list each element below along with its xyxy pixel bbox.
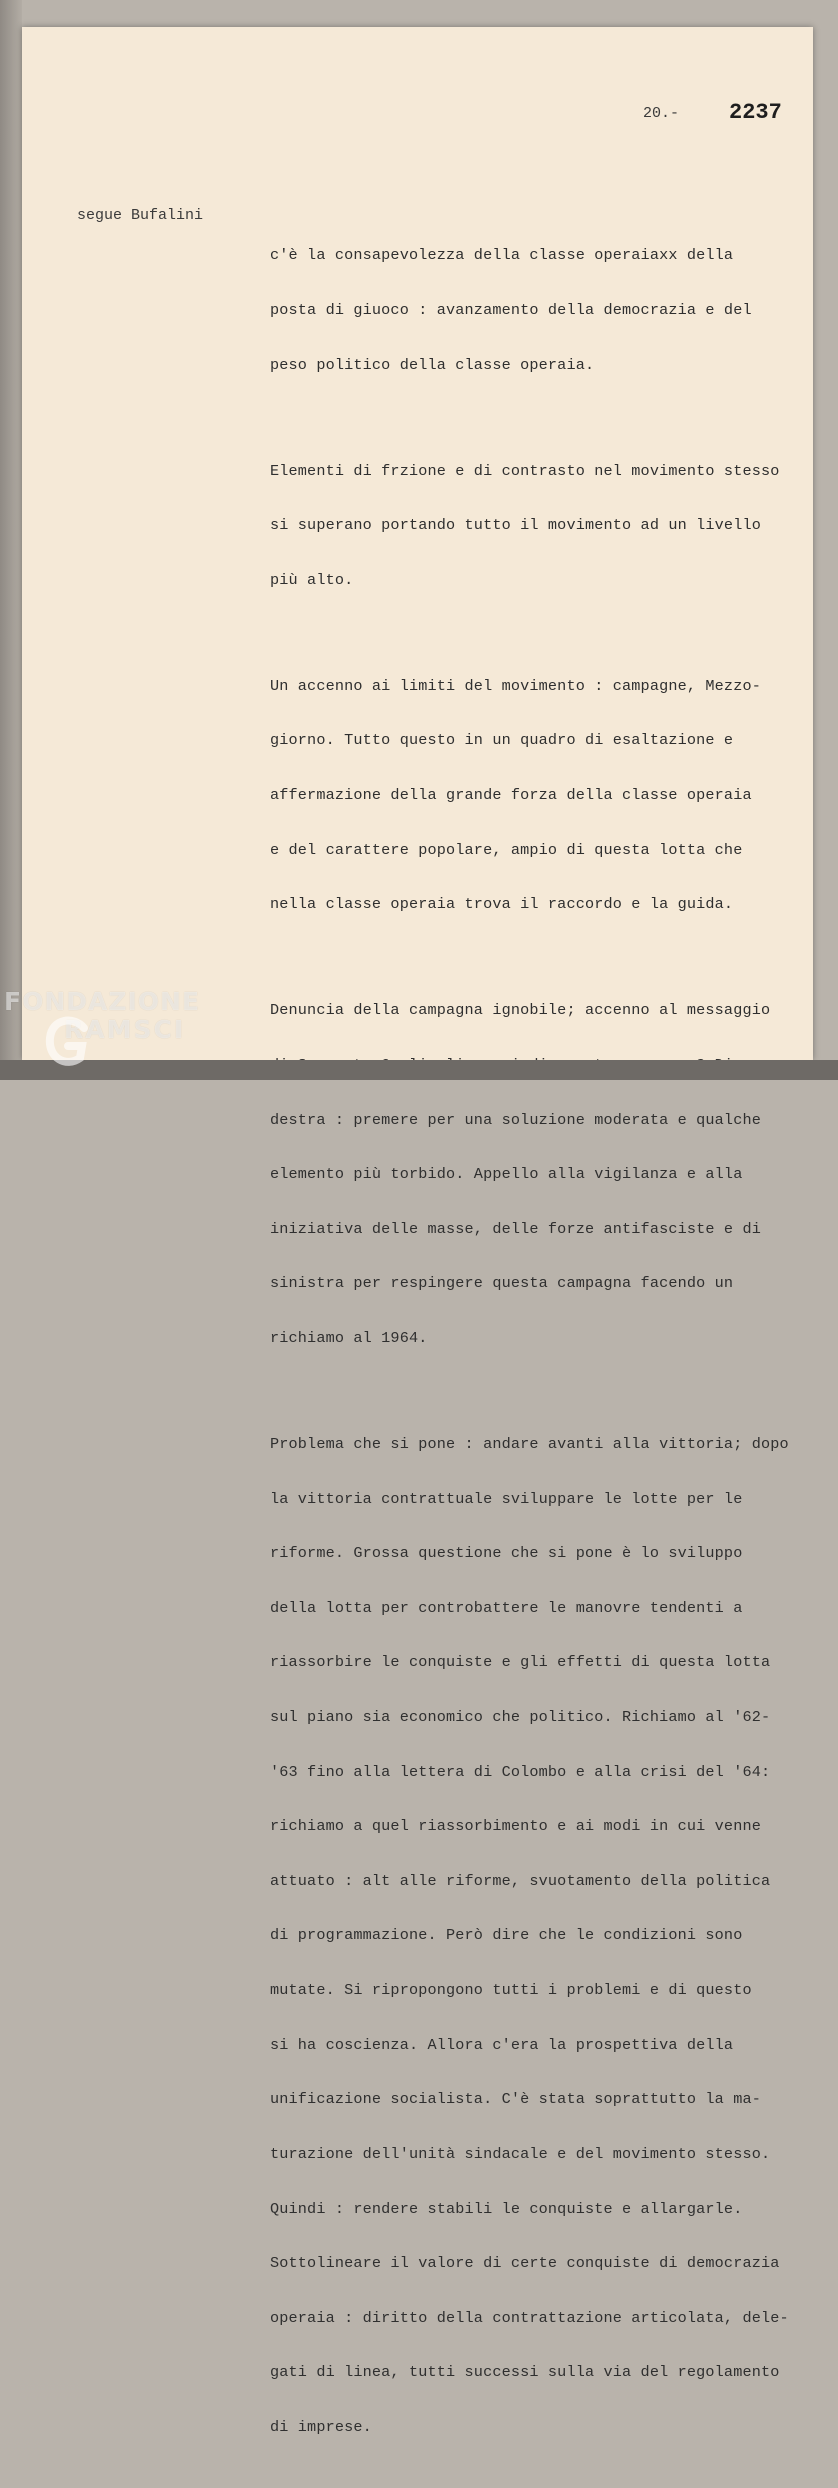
text-line: giorno. Tutto questo in un quadro di esaltazione e xyxy=(270,731,734,750)
text-line: Denuncia della campagna ignobile; accenno al messaggio xyxy=(270,1001,771,1020)
scan-left-edge xyxy=(0,0,22,1080)
paragraph-3 xyxy=(270,640,810,949)
text-line: Elementi di frzione e di contrasto nel movimento stesso xyxy=(270,461,780,480)
watermark-line-2: RAMSCI xyxy=(64,1015,186,1044)
text-line: la vittoria contrattuale sviluppare le lotte per le xyxy=(270,1489,743,1508)
text-line: si ha coscienza. Allora c'era la prospettiva della xyxy=(270,2035,734,2054)
text-line: Quindi : rendere stabili le conquiste e allargarle. xyxy=(270,2199,743,2218)
text-line: posta di giuoco : avanzamento della democrazia e del xyxy=(270,301,752,320)
text-line: Sottolineare il valore di certe conquiste di democrazia xyxy=(270,2254,780,2273)
text-line: richiamo al 1964. xyxy=(270,1328,428,1347)
text-line: peso politico della classe operaia. xyxy=(270,355,595,374)
text-line: affermazione della grande forza della classe operaia xyxy=(270,786,752,805)
text-line: di imprese. xyxy=(270,2417,372,2436)
text-line: della lotta per controbattere le manovre tendenti a xyxy=(270,1598,743,1617)
text-line: elemento più torbido. Appello alla vigilanza e alla xyxy=(270,1165,743,1184)
text-line: gati di linea, tutti successi sulla via del regolamento xyxy=(270,2363,780,2382)
text-line: attuato : alt alle riforme, svuotamento della politica xyxy=(270,1871,771,1890)
document-body xyxy=(270,210,810,2488)
scan-bottom-strip xyxy=(0,1060,838,1080)
speaker-label: segue Bufalini xyxy=(77,207,204,224)
text-line: iniziativa delle masse, delle forze antifasciste e di xyxy=(270,1219,761,1238)
text-line: nella classe operaia trova il raccordo e la guida. xyxy=(270,895,734,914)
paragraph-5 xyxy=(270,1399,810,2473)
text-line: e del carattere popolare, ampio di questa lotta che xyxy=(270,840,743,859)
text-line: Un accenno ai limiti del movimento : campagne, Mezzo- xyxy=(270,676,761,695)
text-line: mutate. Si ripropongono tutti i problemi e di questo xyxy=(270,1981,752,2000)
text-line: unificazione socialista. C'è stata soprattutto la ma- xyxy=(270,2090,761,2109)
text-line: più alto. xyxy=(270,570,354,589)
text-line: sul piano sia economico che politico. Richiamo al '62- xyxy=(270,1708,771,1727)
paragraph-4 xyxy=(270,965,810,1384)
watermark-logo xyxy=(4,988,200,1044)
page-number: 20.- xyxy=(643,105,680,122)
document-number: 2237 xyxy=(729,100,782,125)
text-line: '63 fino alla lettera di Colombo e alla crisi del '64: xyxy=(270,1762,771,1781)
paragraph-2 xyxy=(270,425,810,625)
watermark-g-icon xyxy=(44,1014,88,1074)
text-line: riassorbire le conquiste e gli effetti di questa lotta xyxy=(270,1653,771,1672)
text-line: Problema che si pone : andare avanti alla vittoria; dopo xyxy=(270,1435,789,1453)
paragraph-1 xyxy=(270,210,810,410)
text-line: richiamo a quel riassorbimento e ai modi in cui venne xyxy=(270,1817,761,1836)
text-line: sinistra per respingere questa campagna facendo un xyxy=(270,1274,734,1293)
text-line: turazione dell'unità sindacale e del movimento stesso. xyxy=(270,2144,771,2163)
watermark-line-1: FONDAZIONE xyxy=(4,987,201,1016)
text-line: operaia : diritto della contrattazione articolata, dele- xyxy=(270,2308,789,2327)
text-line: c'è la consapevolezza della classe operaiaxx della xyxy=(270,246,734,265)
text-line: di programmazione. Però dire che le condizioni sono xyxy=(270,1926,743,1945)
text-line: si superano portando tutto il movimento ad un livello xyxy=(270,516,761,535)
text-line: riforme. Grossa questione che si pone è lo sviluppo xyxy=(270,1544,743,1563)
text-line: destra : premere per una soluzione moderata e qualche xyxy=(270,1110,761,1129)
